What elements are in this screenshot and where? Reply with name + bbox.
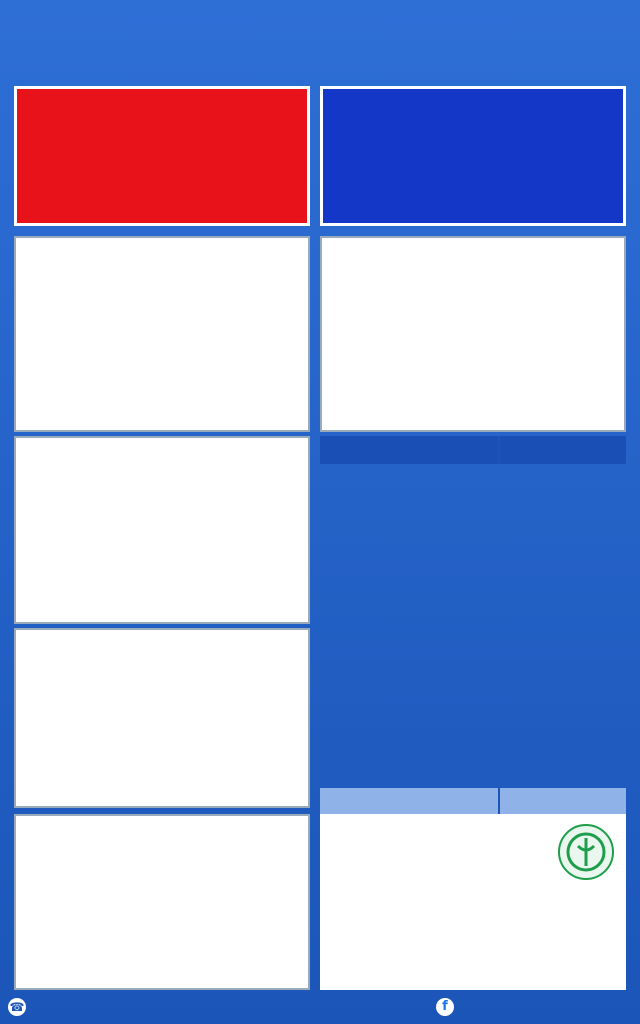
calendar-april [320,236,626,432]
district-table [320,436,626,814]
total-cases-box [320,86,626,226]
calendar-january [14,436,310,624]
header-district [320,436,500,464]
sum-value [500,788,626,814]
sum-label [320,788,500,814]
safety-message-box [320,814,626,990]
facebook-icon[interactable]: f [436,998,454,1016]
phone-icon: ☎ [9,1000,25,1014]
table-header [320,436,626,464]
header-total [500,436,626,464]
calendar-december [14,236,310,432]
calendar-march [14,814,310,990]
calendar-february [14,628,310,808]
new-cases-box [14,86,310,226]
table-sum-row [320,788,626,814]
health-office-logo-icon [558,824,614,880]
footer [0,994,640,1024]
